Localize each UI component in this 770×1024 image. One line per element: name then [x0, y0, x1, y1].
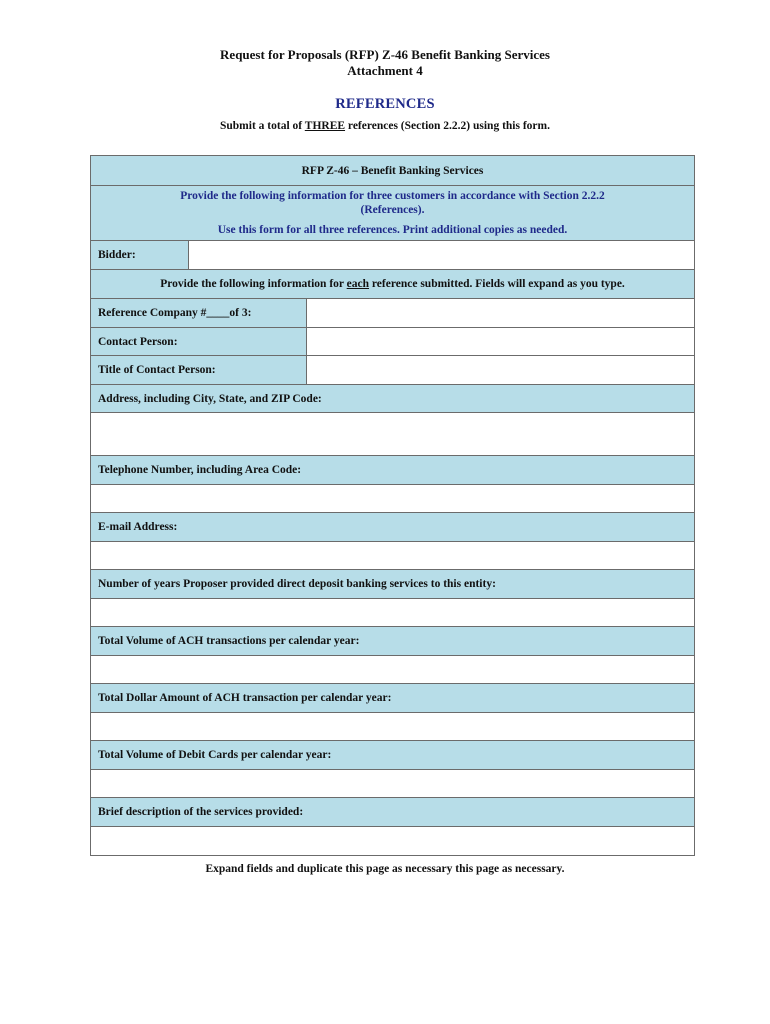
- ach-dollar-label: Total Dollar Amount of ACH transaction per calendar year:: [91, 684, 695, 713]
- document-attachment: Attachment 4: [347, 63, 423, 78]
- address-field[interactable]: [91, 413, 695, 456]
- section-title: REFERENCES: [335, 96, 435, 112]
- document-header: [0, 47, 770, 133]
- bidder-label: Bidder:: [91, 241, 189, 270]
- instructions-cell: [91, 186, 695, 241]
- services-description-field[interactable]: [91, 827, 695, 856]
- references-form-table: [90, 155, 695, 856]
- submit-instruction-pre: Submit a total of: [220, 120, 305, 132]
- instructions-line-2: Use this form for all three references. Print additional copies as needed.: [217, 224, 568, 236]
- instructions-line-1: Provide the following information for three customers in accordance with Section 2.2.2 (References).: [180, 190, 605, 216]
- bidder-field[interactable]: [189, 241, 695, 270]
- ach-volume-label: Total Volume of ACH transactions per calendar year:: [91, 627, 695, 656]
- submit-instruction: [0, 119, 770, 133]
- each-instruction-pre: Provide the following information for: [160, 278, 347, 290]
- contact-title-field[interactable]: [307, 356, 695, 385]
- submit-instruction-post: references (Section 2.2.2) using this form.: [345, 120, 550, 132]
- each-instruction-emphasis: each: [346, 278, 370, 290]
- services-description-label: Brief description of the services provided:: [91, 798, 695, 827]
- years-of-service-label: Number of years Proposer provided direct deposit banking services to this entity:: [91, 570, 695, 599]
- telephone-field[interactable]: [91, 485, 695, 513]
- submit-instruction-emphasis: THREE: [304, 120, 346, 132]
- footer-note: Expand fields and duplicate this page as necessary this page as necessary.: [205, 863, 565, 875]
- debit-cards-field[interactable]: [91, 770, 695, 798]
- contact-person-label: Contact Person:: [91, 328, 307, 356]
- reference-number-blank[interactable]: ____: [206, 307, 230, 319]
- table-title: RFP Z-46 – Benefit Banking Services: [91, 156, 695, 186]
- years-of-service-field[interactable]: [91, 599, 695, 627]
- email-label: E-mail Address:: [91, 513, 695, 542]
- email-field[interactable]: [91, 542, 695, 570]
- telephone-label: Telephone Number, including Area Code:: [91, 456, 695, 485]
- contact-title-label: Title of Contact Person:: [91, 356, 307, 385]
- reference-company-field[interactable]: [307, 299, 695, 328]
- contact-person-field[interactable]: [307, 328, 695, 356]
- debit-cards-label: Total Volume of Debit Cards per calendar year:: [91, 741, 695, 770]
- ach-dollar-field[interactable]: [91, 713, 695, 741]
- each-instruction-post: reference submitted. Fields will expand as you type.: [369, 278, 625, 290]
- each-reference-instruction: [91, 270, 695, 299]
- reference-company-post: of 3:: [229, 307, 252, 319]
- reference-company-pre: Reference Company #: [98, 307, 207, 319]
- address-label: Address, including City, State, and ZIP Code:: [91, 385, 695, 413]
- reference-company-label: [91, 299, 307, 328]
- document-title: Request for Proposals (RFP) Z-46 Benefit Banking Services: [220, 47, 550, 62]
- ach-volume-field[interactable]: [91, 656, 695, 684]
